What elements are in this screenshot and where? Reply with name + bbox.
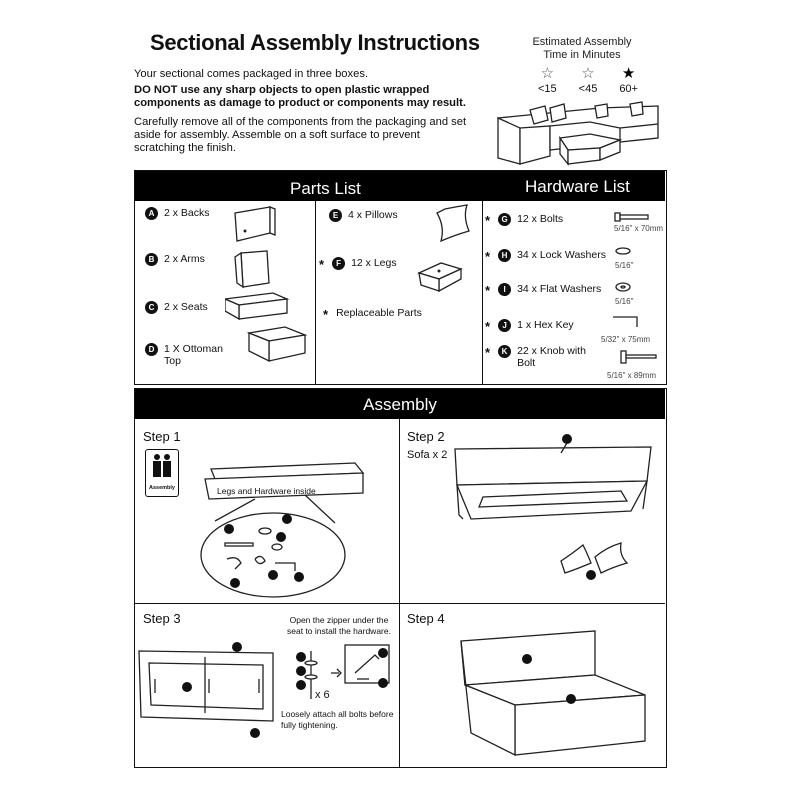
part-item-f: * F 12 x Legs [319, 257, 397, 272]
hex-key-icon [613, 317, 637, 327]
step-3-note-bottom: Loosely attach all bolts before fully tightening. [281, 709, 394, 730]
time-estimate-heading: Estimated Assembly Time in Minutes [532, 36, 632, 61]
time-level-2: ☆ <45 [578, 65, 598, 95]
hardware-item-g: * G 12 x Bolts [485, 213, 564, 228]
replaceable-note: * Replaceable Parts [323, 307, 422, 322]
step-2-illustration [451, 429, 661, 599]
hardware-item-i: * I 34 x Flat Washers [485, 283, 602, 298]
time-level-1: ☆ <15 [538, 65, 557, 95]
lock-washer-icon [616, 248, 630, 254]
intro-warning: DO NOT use any sharp objects to open plastic wrapped components as damage to product or components may result. [134, 84, 466, 109]
badge-e [586, 570, 596, 580]
badge-g [224, 524, 234, 534]
time-levels [538, 66, 638, 95]
row-divider [135, 603, 665, 604]
hardware-list-heading: Hardware List [525, 177, 630, 196]
step-3-note-top: Open the zipper under the seat to install the hardware. [287, 615, 391, 636]
pillow-drawing [437, 205, 469, 241]
bolt-dimension: 5/16" x 70mm [614, 224, 664, 233]
step-3-hardware-detail [281, 643, 397, 705]
badge-c [566, 694, 576, 704]
parts-illustrations [225, 201, 313, 384]
assembly-header [135, 389, 665, 419]
assembly-heading: Assembly [363, 395, 437, 414]
two-person-icon [145, 449, 179, 497]
badge-c [562, 434, 572, 444]
star-outline-icon: ☆ [540, 65, 555, 82]
badge-a [250, 728, 260, 738]
time-level-3: ★ 60+ [619, 65, 638, 95]
badge-k [182, 682, 192, 692]
back-cushion-drawing [235, 207, 275, 241]
step-3-multiplier: x 6 [315, 689, 330, 701]
icon-caption: Assembly [149, 485, 175, 491]
part-item-e: E 4 x Pillows [329, 209, 398, 222]
knob-bolt-icon [621, 351, 656, 363]
ottoman-drawing [249, 327, 305, 361]
arm-drawing [235, 251, 269, 287]
badge-h [276, 532, 286, 542]
step-4-label: Step 4 [407, 611, 445, 626]
sectional-sofa-illustration [490, 98, 665, 170]
part-item-a: A 2 x Backs [145, 207, 210, 220]
part-item-c: C 2 x Seats [145, 301, 208, 314]
intro-packaging: Your sectional comes packaged in three boxes. [134, 68, 369, 80]
flat-washer-icon [616, 283, 630, 291]
badge-j [294, 572, 304, 582]
seat-drawing [225, 293, 287, 319]
star-filled-icon: ★ [621, 65, 636, 82]
hardware-item-j: * J 1 x Hex Key [485, 319, 574, 334]
flat-washer-dimension: 5/16" [615, 297, 634, 306]
intro-care: Carefully remove all of the components from the packaging and set aside for assembly. Assemble on a soft surface to prevent scratching the finish. [134, 116, 467, 154]
part-item-b: B 2 x Arms [145, 253, 205, 266]
parts-hardware-panel [134, 170, 667, 385]
parts-list-heading: Parts List [290, 179, 361, 198]
step-2-sub: Sofa x 2 [407, 449, 448, 461]
step-2-label: Step 2 [407, 429, 445, 444]
box-label: Legs and Hardware inside [217, 486, 316, 496]
bolt-icon [615, 213, 648, 221]
pillow-leg-illustrations [415, 201, 481, 301]
step-3-illustration [135, 633, 275, 753]
column-divider [315, 201, 316, 384]
hardware-item-h: * H 34 x Lock Washers [485, 249, 606, 264]
column-divider [482, 201, 483, 384]
part-item-d: D 1 X Ottoman Top [145, 343, 235, 367]
hardware-item-k: * K 22 x Knob with Bolt [485, 345, 586, 369]
parts-hardware-header [135, 171, 665, 201]
step-1-badges [195, 459, 395, 599]
badge-c [232, 642, 242, 652]
page-title: Sectional Assembly Instructions [150, 30, 480, 55]
badge-i [282, 514, 292, 524]
column-divider [399, 419, 400, 767]
step-1-label: Step 1 [143, 429, 181, 444]
step-3-label: Step 3 [143, 611, 181, 626]
assembly-panel [134, 388, 667, 768]
people-icon [147, 450, 177, 480]
hex-key-dimension: 5/32" x 75mm [601, 335, 651, 344]
badge-f [268, 570, 278, 580]
lock-washer-dimension: 5/16" [615, 261, 634, 270]
star-outline-icon: ☆ [581, 65, 595, 82]
badge-a [522, 654, 532, 664]
step-4-illustration [455, 625, 655, 765]
knob-bolt-dimension: 5/16" x 89mm [607, 371, 657, 380]
badge-k [230, 578, 240, 588]
